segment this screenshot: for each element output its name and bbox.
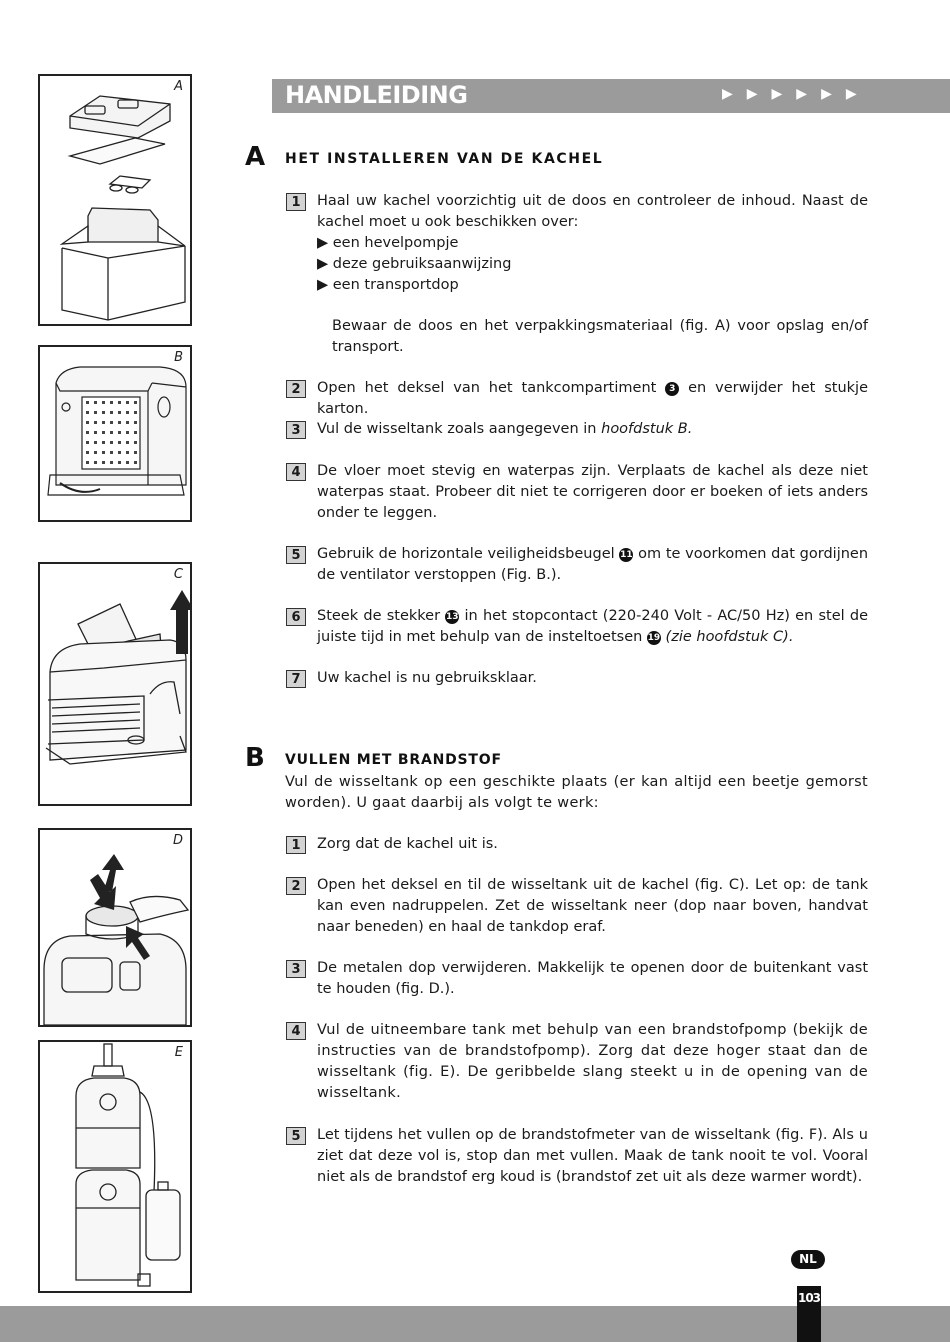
step-text: Open het deksel en til de wisseltank uit de kachel (fig. C). Let op: de tank kan even nadruppelen. Zet de wisseltank neer (dop naar boven, handvat naar beneden) en haal de tankdop eraf. [317,877,868,935]
step-number: 1 [286,193,306,211]
step-text: Vul de uitneembare tank met behulp van een brandstofpomp (bekijk de instructies van de brandstofpomp). Zorg dat deze hoger staat dan de wisseltank (fig. E). De geribbelde slang steekt u in de opening van de wisseltank. [317,1022,868,1101]
language-badge: NL [791,1250,825,1269]
bullet-text: een hevelpompje [332,235,459,251]
step-text-italic: (zie hoofdstuk C). [665,629,794,645]
step-text: Let tijdens het vullen op de brandstofmeter van de wisseltank (fig. F). Als u ziet dat deze vol is, stop dan met vullen. Maak de tank nooit te vol. Vooral niet als de brandstof erg koud is (brandstof zet uit als deze warmer wordt). [317,1127,868,1185]
step-text-part: Gebruik de horizontale veiligheidsbeugel [317,546,615,562]
step-text: De vloer moet stevig en waterpas zijn. Verplaats de kachel als deze niet waterpas staat. Probeer dit niet te corrigeren door er boeken of iets anders onder te leggen. [317,463,868,521]
step-text-part: om te voorkomen dat gordijnen de ventilator verstoppen (Fig. B.). [317,546,869,583]
section-b-title: VULLEN MET BRANDSTOF [285,752,502,768]
figure-letter: C [173,567,183,582]
step-text-part: Open het deksel van het tankcompartiment [317,380,657,396]
remove-cap-illustration-icon [40,830,190,1025]
step-number: 7 [286,670,306,688]
step-number: 6 [286,608,306,626]
step-text: De metalen dop verwijderen. Makkelijk te openen door de buitenkant vast te houden (fig. D.). [317,960,868,997]
figure-letter: D [172,833,183,848]
ref-number-badge: 11 [620,550,633,560]
step-number: 2 [286,380,306,398]
section-a-letter: A [245,142,266,172]
figure-b [38,345,192,522]
step-text-part: en verwijder het stukje karton. [317,380,868,417]
step-text: Zorg dat de kachel uit is. [317,836,498,852]
step-number: 3 [286,421,306,439]
stove-unpacking-illustration-icon [40,76,190,324]
step-number: 4 [286,463,306,481]
ref-number-badge: 3 [665,382,679,396]
figure-d [38,828,192,1027]
step-text-italic: hoofdstuk B. [601,421,693,437]
figure-letter: B [174,350,183,365]
step-number: 5 [286,1127,306,1145]
step-text-part: in het stopcontact (220-240 Volt - AC/50 Hz) en stel de juiste tijd in met behulp van de insteltoetsen [317,608,868,645]
step-text [317,544,868,586]
bullet-item: ▶ een hevelpompje [317,235,459,251]
step-text [317,606,868,648]
step-number: 3 [286,960,306,978]
figure-e [38,1040,192,1293]
arrow-row-icon: ▶▶▶▶▶▶ [722,86,871,102]
lift-tank-illustration-icon [40,564,190,804]
figure-letter: E [174,1045,183,1060]
stove-rear-view-illustration-icon [40,347,190,520]
step-text-part: Vul de wisseltank zoals aangegeven in [317,421,597,437]
section-a-title: HET INSTALLEREN VAN DE KACHEL [285,151,604,167]
section-b-intro: Vul de wisseltank op een geschikte plaats (er kan altijd een beetje gemorst worden). U gaat daarbij als volgt te werk: [285,774,868,811]
bullet-text: een transportdop [332,277,459,293]
ref-number-badge: 13 [446,612,459,622]
step-text: Uw kachel is nu gebruiksklaar. [317,670,537,686]
fuel-pump-illustration-icon [40,1042,190,1291]
step-text [317,378,868,420]
figure-a [38,74,192,326]
ref-number-badge: 19 [647,633,661,643]
bullet-item: ▶ deze gebruiksaanwijzing [317,256,512,272]
step-note: Bewaar de doos en het verpakkingsmateriaal (fig. A) voor opslag en/of transport. [332,318,868,355]
page-number: 103 [797,1291,821,1305]
step-text-part: Steek de stekker [317,608,441,624]
step-paragraph: Haal uw kachel voorzichtig uit de doos en controleer de inhoud. Naast de kachel moet u ook beschikken over: [317,193,868,230]
step-number: 2 [286,877,306,895]
bullet-item: ▶ een transportdop [317,277,459,293]
page-title: HANDLEIDING [285,81,468,109]
step-number: 5 [286,546,306,564]
figure-letter: A [174,79,183,94]
step-text [317,191,868,296]
step-text [317,419,868,440]
bullet-text: deze gebruiksaanwijzing [332,256,512,272]
figure-c [38,562,192,806]
step-number: 1 [286,836,306,854]
step-number: 4 [286,1022,306,1040]
section-b-letter: B [245,743,265,773]
